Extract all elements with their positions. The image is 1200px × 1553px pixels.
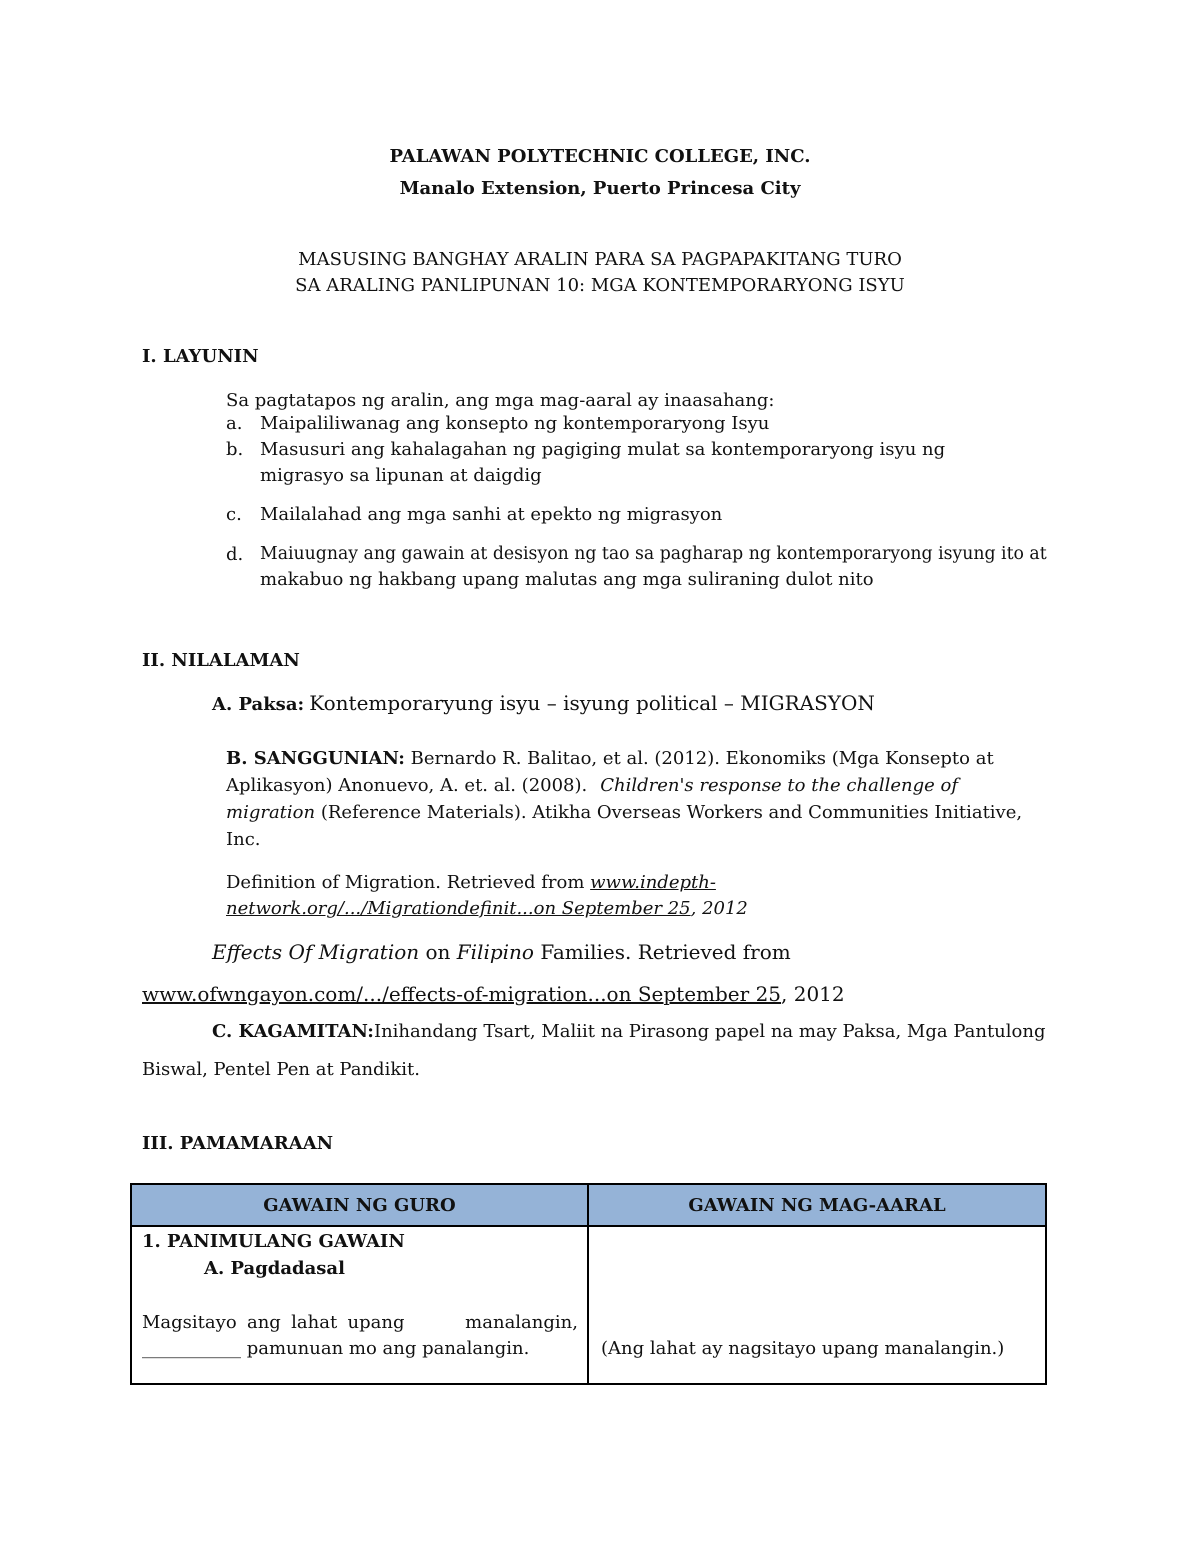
column-header-guro: GAWAIN NG GURO xyxy=(131,1184,588,1226)
cell-gawain-guro xyxy=(131,1226,588,1384)
guro-instruction-text: pamunuan mo ang panalangin. xyxy=(246,1338,530,1359)
definition-line1 xyxy=(226,872,716,893)
paksa-label: A. Paksa: xyxy=(212,694,305,715)
effects-text: Families. Retrieved from xyxy=(540,940,791,964)
section-heading-layunin: I. LAYUNIN xyxy=(142,346,259,367)
paksa xyxy=(212,691,875,715)
sanggunian-italic-title: migration xyxy=(226,802,316,823)
list-item-label: c. xyxy=(226,504,242,525)
word: manalangin, xyxy=(465,1312,578,1333)
sanggunian-text: Aplikasyon) Anonuevo, A. et. al. (2008). xyxy=(226,775,588,796)
list-item-text: Mailalahad ang mga sanhi at epekto ng migrasyon xyxy=(260,504,723,525)
definition-line2 xyxy=(226,898,748,919)
list-item-continuation: makabuo ng hakbang upang malutas ang mga suliraning dulot nito xyxy=(260,569,874,590)
kagamitan-line1 xyxy=(212,1021,1045,1042)
effects-line1 xyxy=(212,940,791,964)
sanggunian-italic-title: Children's response to the challenge of xyxy=(600,775,958,796)
list-item-text: Masusuri ang kahalagahan ng pagiging mulat sa kontemporaryong isyu ng xyxy=(260,439,946,460)
list-item-text: Maipaliliwanag ang konsepto ng kontemporaryong Isyu xyxy=(260,413,770,434)
pamamaraan-table xyxy=(130,1183,1047,1385)
sanggunian-line4: Inc. xyxy=(226,829,261,850)
section-heading-pamamaraan: III. PAMAMARAAN xyxy=(142,1133,334,1154)
name-blank: ___________ xyxy=(142,1338,241,1359)
kagamitan-label: C. KAGAMITAN: xyxy=(212,1021,374,1042)
table-header-row xyxy=(131,1184,1046,1226)
cell-gawain-mag-aaral xyxy=(588,1226,1046,1384)
sanggunian-text: (Reference Materials). Atikha Overseas Workers and Communities Initiative, xyxy=(320,802,1023,823)
activity-subsection-title: A. Pagdadasal xyxy=(204,1258,345,1279)
list-item-continuation: migrasyo sa lipunan at daigdig xyxy=(260,465,542,486)
layunin-intro: Sa pagtatapos ng aralin, ang mga mag-aaral ay inaasahang: xyxy=(226,390,775,411)
definition-text: Definition of Migration. Retrieved from xyxy=(226,872,585,893)
word: lahat xyxy=(291,1312,338,1333)
sanggunian-text: Bernardo R. Balitao, et al. (2012). Ekonomiks (Mga Konsepto at xyxy=(410,748,994,769)
sanggunian-line1 xyxy=(226,748,994,769)
sanggunian-line2 xyxy=(226,775,958,796)
definition-link[interactable]: network.org/.../Migrationdefinit...on September 25 xyxy=(226,898,691,919)
kagamitan-line2: Biswal, Pentel Pen at Pandikit. xyxy=(142,1059,420,1080)
activity-section-title: 1. PANIMULANG GAWAIN xyxy=(142,1231,405,1252)
sanggunian-line3 xyxy=(226,802,1022,823)
effects-year: , 2012 xyxy=(781,982,845,1006)
word: Magsitayo xyxy=(142,1312,237,1333)
effects-text: on xyxy=(425,940,451,964)
mag-aaral-response: (Ang lahat ay nagsitayo upang manalangin.) xyxy=(601,1338,1005,1359)
kagamitan-text: Inihandang Tsart, Maliit na Pirasong papel na may Paksa, Mga Pantulong xyxy=(373,1021,1046,1042)
school-address: Manalo Extension, Puerto Princesa City xyxy=(399,178,801,199)
definition-year: , 2012 xyxy=(690,898,748,919)
word: upang xyxy=(347,1312,405,1333)
guro-instruction-line1 xyxy=(142,1312,578,1333)
document-title-line2: SA ARALING PANLIPUNAN 10: MGA KONTEMPORARYONG ISYU xyxy=(295,275,905,296)
document-title-line1: MASUSING BANGHAY ARALIN PARA SA PAGPAPAKITANG TURO xyxy=(298,249,902,270)
sanggunian-label: B. SANGGUNIAN: xyxy=(226,748,405,769)
school-name: PALAWAN POLYTECHNIC COLLEGE, INC. xyxy=(389,146,811,167)
word: ang xyxy=(246,1312,281,1333)
list-item-text: Maiuugnay ang gawain at desisyon ng tao sa pagharap ng kontemporaryong isyung ito at xyxy=(260,544,1047,564)
list-item-label: d. xyxy=(226,544,244,565)
effects-link[interactable]: www.ofwngayon.com/.../effects-of-migration...on September 25 xyxy=(142,982,782,1006)
definition-link[interactable]: www.indepth- xyxy=(590,872,716,893)
effects-line2 xyxy=(142,982,845,1006)
column-header-mag-aaral: GAWAIN NG MAG-AARAL xyxy=(588,1184,1046,1226)
section-heading-nilalaman: II. NILALAMAN xyxy=(142,650,300,671)
list-item-label: a. xyxy=(226,413,243,434)
guro-instruction-line2 xyxy=(142,1338,529,1359)
paksa-text: Kontemporaryung isyu – isyung political – MIGRASYON xyxy=(309,691,875,715)
effects-title: Effects Of Migration xyxy=(212,940,420,964)
effects-title: Filipino xyxy=(456,940,534,964)
table-row xyxy=(131,1226,1046,1384)
list-item-label: b. xyxy=(226,439,244,460)
